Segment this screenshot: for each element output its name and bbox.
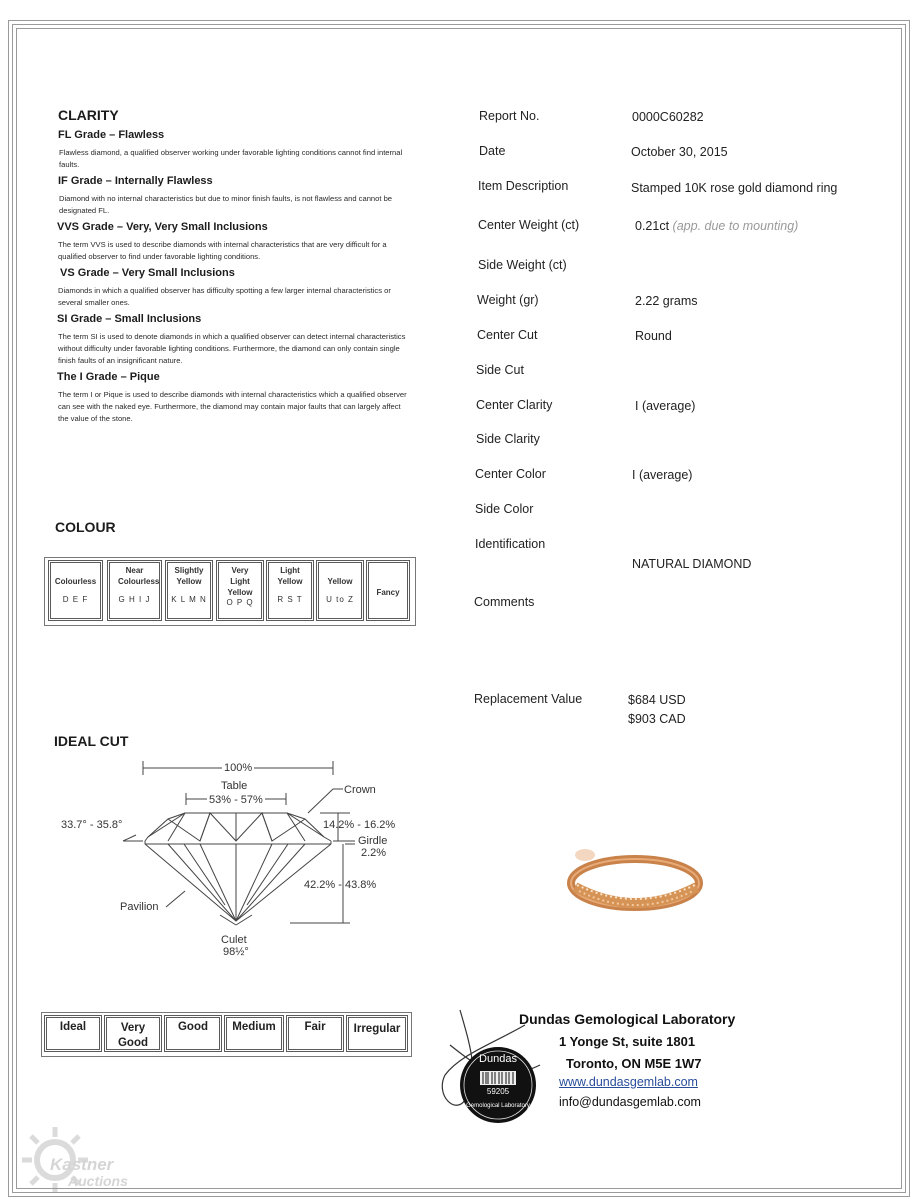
colour-cell-name: Near Colourless [118,566,160,586]
report-label-center-clarity: Center Clarity [476,398,553,412]
report-label-side-cut: Side Cut [476,363,524,377]
report-label-weight-gr: Weight (gr) [477,293,539,307]
diagram-table-range: 53% - 57% [209,794,263,806]
cut-grade-good: Good [164,1015,222,1052]
colour-cell-very-light-yellow [216,560,264,621]
report-label-item-description: Item Description [478,179,569,193]
replacement-value-usd: $684 USD [628,693,686,707]
replacement-value-label: Replacement Value [474,692,583,706]
diagram-culet-value: 98½° [223,946,249,958]
colour-cell-colourless [48,560,103,621]
colour-cell-name: Very Light Yellow [227,566,253,597]
clarity-grade-vvs: VVS Grade – Very, Very Small Inclusions [57,221,268,233]
watermark-line1: Kastner [50,1155,114,1174]
diagram-crown-height: 14.2% - 16.2% [323,819,396,831]
cut-grade-very-good: Very Good [104,1015,162,1052]
clarity-grade-if: IF Grade – Internally Flawless [58,175,213,187]
clarity-title: CLARITY [58,107,119,123]
report-value-identification: NATURAL DIAMOND [632,557,752,571]
report-label-identification: Identification [475,537,546,551]
report-value-center-weight [635,219,798,233]
seal-bottom-text: Gemological Laboratory [466,1103,530,1109]
clarity-desc-vvs: The term VVS is used to describe diamonds with internal characteristics that are very difficult for a qualified observer to find under favorable lighting conditions. [58,240,387,261]
watermark-line2: Auctions [68,1173,128,1189]
colour-cell-name: Fancy [376,588,400,597]
clarity-desc-if: Diamond with no internal characteristics but due to minor finish faults, is not flawless and cannot be designated FL. [59,194,393,215]
lab-name: Dundas Gemological Laboratory [519,1011,736,1027]
report-label-center-cut: Center Cut [477,328,538,342]
clarity-grade-fl: FL Grade – Flawless [58,129,165,141]
colour-cell-yellow [316,560,364,621]
center-weight-value: 0.21ct [635,219,670,233]
colour-cell-name: Yellow [327,577,353,586]
cut-grade-irregular: Irregular [346,1015,408,1052]
report-label-side-clarity: Side Clarity [476,432,540,446]
report-label-center-weight: Center Weight (ct) [478,218,580,232]
center-weight-note: (app. due to mounting) [672,219,799,233]
kastner-watermark-logo [20,1125,140,1195]
report-value-item-description: Stamped 10K rose gold diamond ring [631,181,838,195]
report-value-date: October 30, 2015 [631,145,728,159]
clarity-grade-vs: VS Grade – Very Small Inclusions [60,267,235,279]
ideal-cut-title: IDEAL CUT [54,733,129,749]
clarity-desc-i: The term I or Pique is used to describe diamonds with internal characteristics which a qualified observer can see with the naked eye. Furthermore, the diamond may contain major faults that can largely affect the value of the stone. [58,390,407,423]
lab-address-line2: Toronto, ON M5E 1W7 [566,1056,702,1071]
colour-cell-light-yellow [266,560,314,621]
replacement-value-cad: $903 CAD [628,712,686,726]
lab-email: info@dundasgemlab.com [559,1095,701,1109]
diagram-culet-label: Culet [221,934,247,946]
clarity-grade-i: The I Grade – Pique [57,371,160,383]
report-value-center-cut: Round [635,329,672,343]
colour-cell-fancy [366,560,410,621]
clarity-desc-fl: Flawless diamond, a qualified observer working under favorable lighting conditions cannot find internal faults. [59,148,403,169]
report-label-report-no: Report No. [479,109,540,123]
lab-seal [430,1005,560,1140]
diagram-pavilion-depth: 42.2% - 43.8% [304,879,377,891]
report-value-report-no: 0000C60282 [632,110,704,124]
colour-cell-near-colourless [107,560,162,621]
report-label-comments: Comments [474,595,535,609]
colour-cell-letters: O P Q [226,598,254,607]
colour-cell-letters: U to Z [326,595,354,604]
clarity-grade-si: SI Grade – Small Inclusions [57,313,202,325]
report-value-center-clarity: I (average) [635,399,696,413]
diagram-girdle-value: 2.2% [361,847,387,859]
colour-cell-name: Colourless [54,577,97,586]
diagram-width-label: 100% [224,762,253,774]
cut-grade-medium: Medium [224,1015,284,1052]
colour-cell-letters: R S T [277,595,303,604]
seal-top-text: Dundas [479,1053,517,1065]
clarity-desc-si: The term SI is used to denote diamonds in which a qualified observer can detect internal characteristics without difficulty under favorable lighting conditions. Furthermore, the diamond can only contain single finish faults of an insignificant nature. [58,332,406,365]
ring-photo [555,835,715,925]
report-label-side-weight: Side Weight (ct) [478,258,567,272]
colour-title: COLOUR [55,519,116,535]
lab-website-link[interactable]: www.dundasgemlab.com [559,1075,698,1089]
report-value-weight-gr: 2.22 grams [635,294,698,308]
colour-cell-letters: D E F [62,595,89,604]
diagram-crown-label: Crown [344,784,376,796]
report-label-side-color: Side Color [475,502,534,516]
colour-cell-slightly-yellow [165,560,213,621]
colour-cell-letters: K L M N [171,595,207,604]
colour-cell-letters: G H I J [118,595,151,604]
clarity-desc-vs: Diamonds in which a qualified observer has difficulty spotting a few larger internal characteristics or several smaller ones. [58,286,391,307]
report-label-date: Date [479,144,506,158]
cut-grade-ideal: Ideal [44,1015,102,1052]
colour-cell-name: Light Yellow [277,566,303,586]
diagram-girdle-label: Girdle [358,835,388,847]
diagram-pavilion-label: Pavilion [120,901,159,913]
report-label-center-color: Center Color [475,467,546,481]
lab-address-line1: 1 Yonge St, suite 1801 [559,1034,696,1049]
colour-cell-name: Slightly Yellow [174,566,204,586]
cut-grade-fair: Fair [286,1015,344,1052]
diagram-crown-angle: 33.7° - 35.8° [61,819,123,831]
seal-number: 59205 [486,1087,510,1096]
report-value-center-color: I (average) [632,468,693,482]
diagram-table-label: Table [221,780,248,792]
